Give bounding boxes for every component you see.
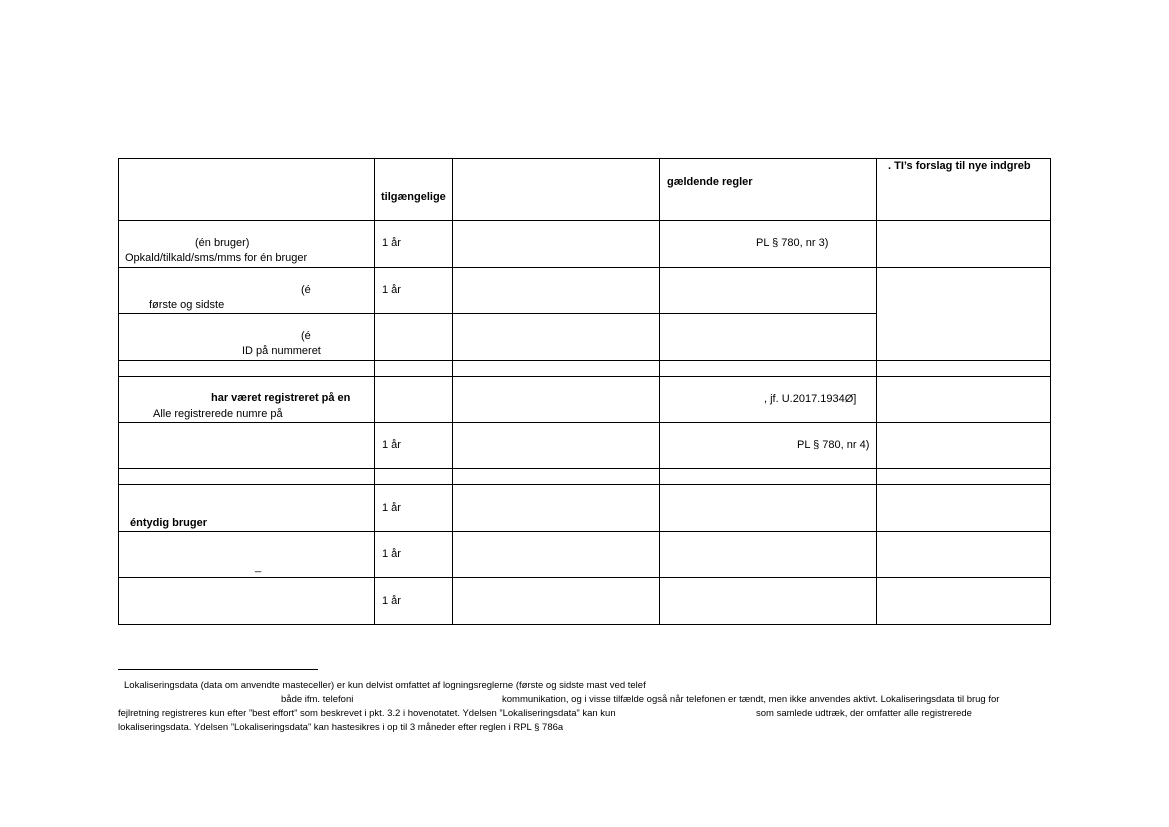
footnote-line3-a: fejlretning registreres kun efter ”best effort” som beskrevet i pkt. 3.2 i hovenotatet. Ydelsen ”Lokaliseringsdata” kan kun — [118, 708, 616, 719]
header-availability: tilgængelige — [381, 191, 446, 203]
footnote-line1: Lokaliseringsdata (data om anvendte masteceller) er kun delvist omfattet af logningsreglerne (første og sidste mast ved telef — [124, 680, 646, 691]
row10-retention: 1 år — [382, 595, 401, 607]
footnote-separator — [118, 669, 318, 670]
table-row-divider — [118, 376, 1051, 377]
row3-col1-line1: (é — [301, 330, 311, 342]
table-row-divider — [118, 484, 1051, 485]
table-col-divider-3 — [659, 158, 660, 625]
row8-retention: 1 år — [382, 502, 401, 514]
table-row-divider — [118, 531, 1051, 532]
header-ti-proposal: . TI’s forslag til nye indgreb — [888, 160, 1031, 172]
row5-col1-line1: har været registreret på en — [211, 392, 351, 404]
table-border-right — [1050, 158, 1051, 625]
row3-col1-line2: ID på nummeret — [242, 345, 321, 357]
table-border-left — [118, 158, 119, 625]
row6-rules: PL § 780, nr 4) — [797, 439, 870, 451]
table-row-divider — [118, 577, 1051, 578]
row1-retention: 1 år — [382, 237, 401, 249]
row2-retention: 1 år — [382, 284, 401, 296]
table-row-divider — [118, 313, 876, 314]
footnote-line4: lokaliseringsdata. Ydelsen ”Lokaliseringsdata” kan hastesikres i op til 3 måneder efter reglen i RPL § 786a — [118, 722, 564, 733]
table-col-divider-2 — [452, 158, 453, 625]
row1-col1-line1: (én bruger) — [195, 237, 250, 249]
row1-col1-line2: Opkald/tilkald/sms/mms for én bruger — [125, 252, 308, 264]
row5-col1-line2: Alle registrerede numre på — [153, 408, 283, 420]
table-border-bottom — [118, 624, 1051, 625]
footnote-line3-b: som samlede udtræk, der omfatter alle registrerede — [756, 708, 972, 719]
table-row-divider — [118, 220, 1051, 221]
row2-col1-line1: (é — [301, 284, 311, 296]
table-row-divider — [118, 422, 1051, 423]
footnote-line2-b: kommunikation, og i visse tilfælde også når telefonen er tændt, men ikke anvendes aktivt. Lokaliseringsdata til brug for — [502, 694, 1000, 705]
row2-col1-line2: første og sidste — [149, 299, 225, 311]
row9-col1: _ — [255, 561, 262, 573]
table-border-top — [118, 158, 1051, 159]
table-col-divider-1 — [374, 158, 375, 625]
table-row-divider — [118, 360, 1051, 361]
footnote-line2-a: både ifm. telefoni — [281, 694, 354, 705]
row9-retention: 1 år — [382, 548, 401, 560]
header-current-rules: gældende regler — [667, 176, 753, 188]
row1-rules: PL § 780, nr 3) — [756, 237, 829, 249]
row5-rules: , jf. U.2017.1934Ø] — [764, 393, 857, 405]
table-col-divider-4 — [876, 158, 877, 625]
row8-col1: éntydig bruger — [130, 517, 208, 529]
table-row-divider — [118, 468, 1051, 469]
row6-retention: 1 år — [382, 439, 401, 451]
table-row-divider — [118, 267, 1051, 268]
